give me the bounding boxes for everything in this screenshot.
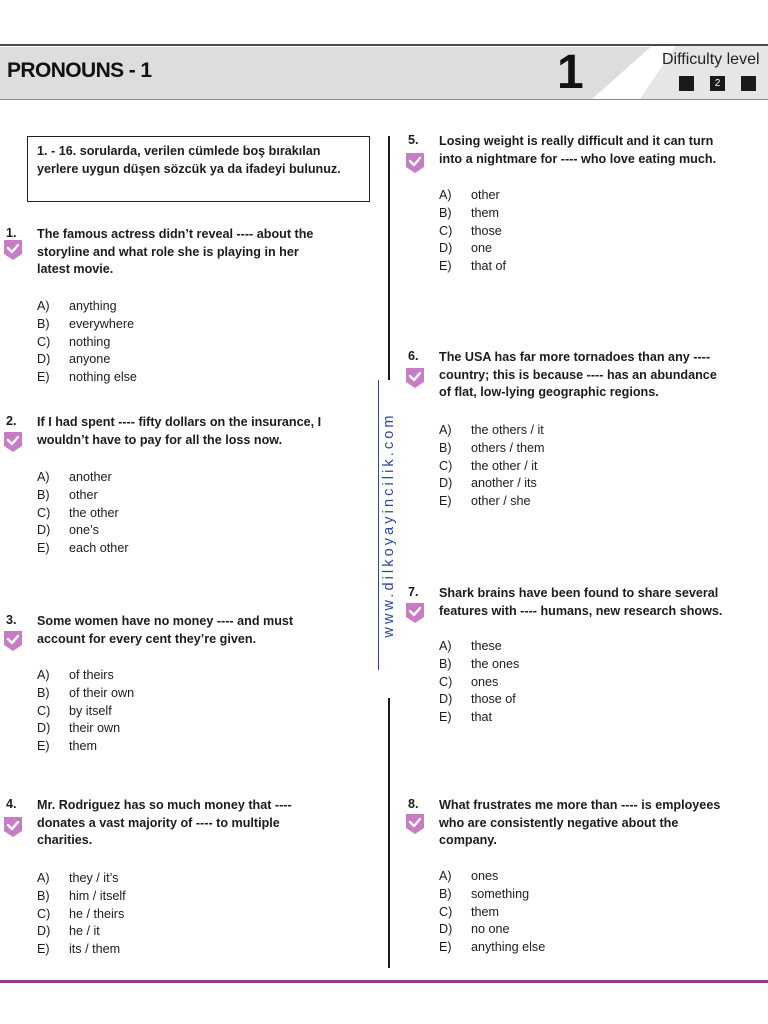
difficulty-box-1 bbox=[679, 76, 694, 91]
option-text: ones bbox=[471, 869, 499, 883]
difficulty-label: Difficulty level bbox=[662, 51, 760, 68]
option-letter: B) bbox=[439, 440, 452, 455]
question-text-line: charities. bbox=[37, 833, 93, 847]
option-letter: D) bbox=[439, 922, 453, 937]
question-text-line: What frustrates me more than ---- is employees bbox=[439, 798, 721, 812]
question-text-line: The famous actress didn’t reveal ---- about the bbox=[37, 227, 314, 241]
option-text: another / its bbox=[471, 476, 537, 491]
page-title: PRONOUNS - 1 bbox=[7, 59, 152, 82]
option-letter: C) bbox=[439, 223, 453, 238]
instructions-text: 1. - 16. sorularda, verilen cümlede boş bırakılan yerlere uygun düşen sözcük ya da ifadeyi bulunuz. bbox=[37, 144, 341, 176]
instructions-box bbox=[27, 136, 370, 202]
option-text: the other bbox=[69, 505, 119, 520]
option-text: that bbox=[471, 710, 493, 725]
option-text: its / them bbox=[69, 942, 121, 957]
question-text-line: Some women have no money ---- and must bbox=[37, 614, 294, 628]
option-text: of theirs bbox=[69, 668, 114, 682]
option-letter: A) bbox=[37, 871, 50, 885]
website-watermark bbox=[378, 380, 400, 670]
option-letter: B) bbox=[37, 685, 50, 700]
option-letter: E) bbox=[37, 942, 50, 957]
option-letter: A) bbox=[439, 869, 452, 883]
option-letter: A) bbox=[439, 423, 452, 437]
check-badge-icon bbox=[2, 431, 24, 453]
question-number: 7. bbox=[408, 585, 419, 599]
check-badge-icon bbox=[404, 152, 426, 174]
option-text: those bbox=[471, 223, 502, 238]
option-letter: E) bbox=[439, 710, 452, 725]
option-text: he / it bbox=[69, 924, 100, 939]
option-text: them bbox=[471, 205, 499, 220]
question-text bbox=[439, 133, 716, 168]
option-text: by itself bbox=[69, 703, 112, 718]
option-letter: A) bbox=[37, 470, 50, 484]
question-text bbox=[37, 414, 321, 449]
option-text: he / theirs bbox=[69, 906, 125, 921]
option-letter: E) bbox=[37, 370, 50, 385]
option-letter: E) bbox=[439, 259, 452, 274]
option-text: them bbox=[69, 739, 97, 754]
option-text: something bbox=[471, 886, 530, 901]
option-letter: B) bbox=[37, 316, 50, 331]
question-text-line: of flat, low-lying geographic regions. bbox=[439, 385, 659, 399]
option-text: the ones bbox=[471, 656, 520, 671]
question-text-line: Shark brains have been found to share several bbox=[439, 586, 719, 600]
option-text: those of bbox=[471, 692, 516, 707]
option-letter: C) bbox=[37, 703, 51, 718]
question-text-line: donates a vast majority of ---- to multiple bbox=[37, 815, 280, 830]
question-text bbox=[37, 797, 292, 850]
option-letter: D) bbox=[439, 692, 453, 707]
option-text: these bbox=[471, 639, 502, 653]
option-letter: A) bbox=[439, 188, 452, 202]
check-badge-icon bbox=[404, 367, 426, 389]
option-text: anyone bbox=[69, 352, 111, 367]
option-letter: E) bbox=[37, 739, 50, 754]
option-letter: D) bbox=[37, 352, 51, 367]
question-text-line: Mr. Rodriguez has so much money that ---- bbox=[37, 798, 292, 812]
option-letter: A) bbox=[37, 299, 50, 313]
question-text-line: account for every cent they’re given. bbox=[37, 631, 257, 646]
top-rule bbox=[0, 44, 768, 46]
question-text-line: The USA has far more tornadoes than any ---- bbox=[439, 350, 711, 364]
website-text: www.dilkoyayincilik.com bbox=[381, 412, 397, 638]
option-text: anything else bbox=[471, 940, 546, 955]
question-text-line: latest movie. bbox=[37, 262, 114, 276]
option-text: them bbox=[471, 904, 499, 919]
option-letter: C) bbox=[439, 458, 453, 473]
check-badge-icon bbox=[2, 630, 24, 652]
difficulty-box-2: 2 bbox=[710, 76, 725, 91]
option-letter: C) bbox=[439, 904, 453, 919]
option-text: they / it’s bbox=[69, 871, 119, 885]
option-letter: B) bbox=[439, 205, 452, 220]
option-text: of their own bbox=[69, 685, 135, 700]
option-letter: B) bbox=[439, 886, 452, 901]
option-letter: E) bbox=[439, 940, 452, 955]
option-text: anything bbox=[69, 299, 117, 313]
question-text-line: company. bbox=[439, 833, 497, 847]
header-bottom-rule bbox=[0, 99, 768, 100]
option-letter: D) bbox=[439, 476, 453, 491]
question-text-line: who are consistently negative about the bbox=[439, 815, 679, 830]
question-text-line: country; this is because ---- has an abundance bbox=[439, 367, 717, 382]
option-letter: E) bbox=[439, 494, 452, 509]
option-letter: C) bbox=[37, 906, 51, 921]
option-text: everywhere bbox=[69, 316, 135, 331]
option-text: each other bbox=[69, 541, 129, 556]
question-text-line: Losing weight is really difficult and it can turn bbox=[439, 134, 714, 148]
question-number: 5. bbox=[408, 133, 419, 147]
option-letter: C) bbox=[37, 505, 51, 520]
option-text: one bbox=[471, 241, 493, 256]
question-text bbox=[439, 349, 717, 402]
question-text-line: into a nightmare for ---- who love eating much. bbox=[439, 151, 717, 166]
option-text: one’s bbox=[69, 523, 99, 538]
question-text bbox=[439, 585, 722, 620]
option-letter: C) bbox=[439, 674, 453, 689]
question-number: 4. bbox=[6, 797, 17, 811]
question-text bbox=[37, 226, 313, 279]
option-text: nothing bbox=[69, 334, 111, 349]
option-text: others / them bbox=[471, 440, 545, 455]
option-text: their own bbox=[69, 721, 121, 736]
option-letter: D) bbox=[37, 721, 51, 736]
question-text-line: features with ---- humans, new research shows. bbox=[439, 603, 723, 618]
question-number: 8. bbox=[408, 797, 419, 811]
website-underline bbox=[378, 380, 379, 670]
option-text: the others / it bbox=[471, 423, 544, 437]
test-number: 1 bbox=[557, 46, 584, 99]
option-letter: D) bbox=[439, 241, 453, 256]
check-badge-icon bbox=[2, 239, 24, 261]
question-number: 1. bbox=[6, 226, 17, 240]
option-text: another bbox=[69, 470, 112, 484]
option-text: other / she bbox=[471, 494, 531, 509]
check-badge-icon bbox=[404, 813, 426, 835]
option-letter: D) bbox=[37, 523, 51, 538]
option-text: the other / it bbox=[471, 458, 538, 473]
question-number: 2. bbox=[6, 414, 17, 428]
bottom-rule bbox=[0, 980, 768, 983]
option-text: no one bbox=[471, 922, 510, 937]
check-badge-icon bbox=[404, 602, 426, 624]
question-text-line: wouldn’t have to pay for all the loss now. bbox=[37, 432, 283, 447]
option-letter: E) bbox=[37, 541, 50, 556]
option-letter: A) bbox=[37, 668, 50, 682]
option-text: ones bbox=[471, 674, 499, 689]
question-text-line: storyline and what role she is playing in her bbox=[37, 244, 299, 259]
option-text: other bbox=[69, 487, 98, 502]
question-number: 3. bbox=[6, 613, 17, 627]
check-badge-icon bbox=[2, 816, 24, 838]
option-letter: B) bbox=[37, 487, 50, 502]
question-number: 6. bbox=[408, 349, 419, 363]
option-text: him / itself bbox=[69, 888, 126, 903]
option-text: nothing else bbox=[69, 370, 137, 385]
question-text bbox=[439, 797, 720, 850]
option-letter: B) bbox=[439, 656, 452, 671]
option-text: that of bbox=[471, 259, 507, 274]
option-letter: A) bbox=[439, 639, 452, 653]
option-letter: D) bbox=[37, 924, 51, 939]
option-text: other bbox=[471, 188, 500, 202]
difficulty-box-3 bbox=[741, 76, 756, 91]
question-text bbox=[37, 613, 293, 648]
column-divider-bottom bbox=[388, 698, 390, 968]
question-text-line: If I had spent ---- fifty dollars on the insurance, I bbox=[37, 415, 322, 429]
column-divider-top bbox=[388, 136, 390, 380]
option-letter: B) bbox=[37, 888, 50, 903]
option-letter: C) bbox=[37, 334, 51, 349]
